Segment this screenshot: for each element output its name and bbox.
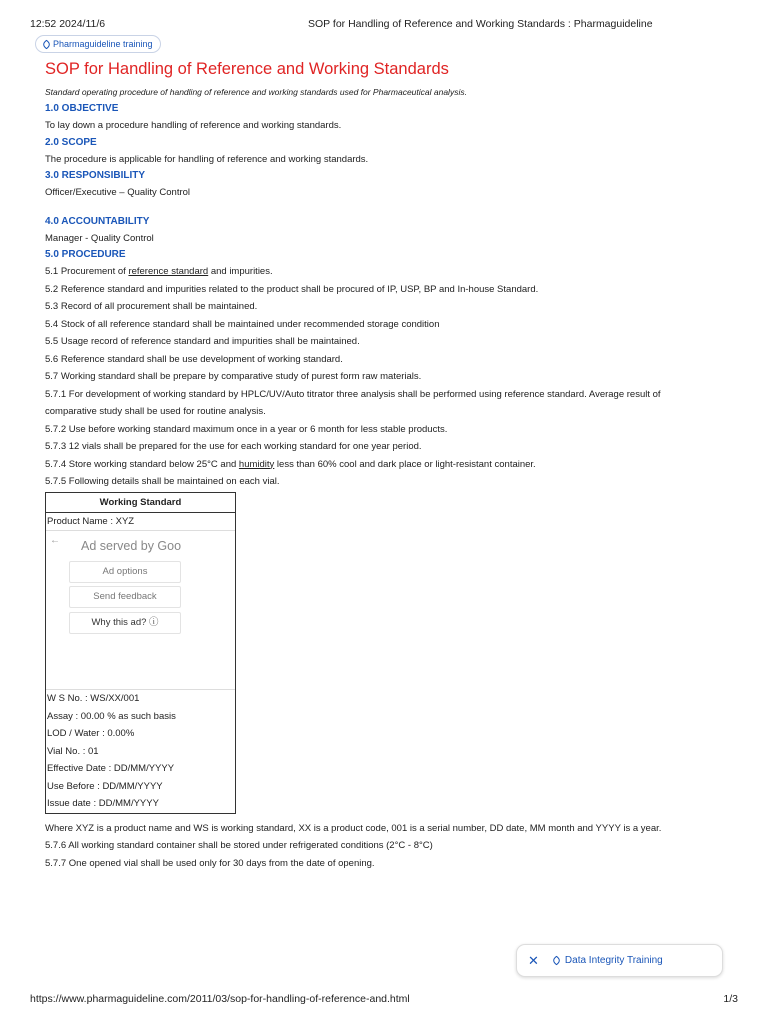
procedure-5-7-2: 5.7.2 Use before working standard maximum once in a year or 6 month for less stable products. [45,423,448,435]
responsibility-heading: 3.0 RESPONSIBILITY [45,170,146,181]
procedure-5-4: 5.4 Stock of all reference standard shall be maintained under recommended storage condition [45,318,440,330]
print-header [30,18,738,32]
table-row: Use Before : DD/MM/YYYY [47,780,163,792]
procedure-5-1-text: 5.1 Procurement of [45,266,129,277]
ad-served-by: Ad served by Goo [81,539,182,553]
reference-standard-link[interactable]: reference standard [128,266,209,277]
print-datetime: 12:52 2024/11/6 [30,18,106,30]
scope-text: The procedure is applicable for handling of reference and working standards. [45,153,369,165]
article-title: SOP for Handling of Reference and Working Standards [45,60,449,78]
why-this-ad-button[interactable]: Why this ad? ⓘ [69,612,181,634]
procedure-5-7-1b: comparative study shall be used for routine analysis. [45,406,266,417]
procedure-5-7-4-text: 5.7.4 Store working standard below 25°C and [45,458,239,470]
procedure-heading: 5.0 PROCEDURE [45,249,126,260]
table-row: W S No. : WS/XX/001 [47,693,140,704]
procedure-5-2: 5.2 Reference standard and impurities related to the product shall be procured of IP, USP, BP and In-house Standard. [45,283,539,295]
accountability-text: Manager - Quality Control [45,232,154,244]
print-footer [30,993,738,1005]
footer-url: https://www.pharmaguideline.com/2011/03/sop-for-handling-of-reference-and.html [30,993,410,1005]
ad-options-button[interactable]: Ad options [69,561,181,583]
table-row: Assay : 00.00 % as such basis [47,710,176,722]
table-row: Effective Date : DD/MM/YYYY [47,763,175,774]
tag-icon [42,39,52,49]
procedure-5-6: 5.6 Reference standard shall be use development of working standard. [45,353,343,365]
procedure-5-5: 5.5 Usage record of reference standard and impurities shall be maintained. [45,336,360,347]
floating-training-chip[interactable] [516,944,723,977]
close-icon[interactable]: ✕ [528,952,539,968]
send-feedback-button[interactable]: Send feedback [69,586,181,608]
procedure-5-7-4 [45,456,735,474]
table-explanation: Where XYZ is a product name and WS is working standard, XX is a product code, 001 is a serial number, DD date, MM month and YYYY is a year. [45,822,662,834]
objective-heading: 1.0 OBJECTIVE [45,103,119,114]
accountability-heading: 4.0 ACCOUNTABILITY [45,215,150,227]
procedure-5-7-7: 5.7.7 One opened vial shall be used only for 30 days from the date of opening. [45,857,375,869]
print-page-title: SOP for Handling of Reference and Working Standards : Pharmaguideline [308,18,653,30]
working-standard-header: Working Standard [46,493,235,513]
procedure-5-1-text-end: and impurities. [208,266,273,277]
procedure-5-3: 5.3 Record of all procurement shall be maintained. [45,301,258,312]
post-table-text [45,820,735,873]
procedure-5-7-6: 5.7.6 All working standard container shall be stored under refrigerated conditions (2°C - 8°C) [45,840,433,851]
page-number: 1/3 [723,993,738,1005]
category-tag-label: Pharmaguideline training [53,39,153,49]
floating-chip-label[interactable]: Data Integrity Training [564,955,663,966]
scope-heading: 2.0 SCOPE [45,136,97,148]
table-row: LOD / Water : 0.00% [47,728,135,739]
article-intro: Standard operating procedure of handling of reference and working standards used for Pharmaceutical analysis. [45,87,467,97]
article-content [45,58,735,872]
objective-text: To lay down a procedure handling of reference and working standards. [45,120,342,131]
procedure-5-7-4-text-end: less than 60% cool and dark place or light-resistant container. [274,458,536,470]
responsibility-text: Officer/Executive – Quality Control [45,187,191,198]
procedure-5-1 [45,263,735,281]
table-row: Issue date : DD/MM/YYYY [47,798,159,809]
procedure-5-7: 5.7 Working standard shall be prepare by comparative study of purest form raw materials. [45,371,422,382]
working-standard-table [45,492,236,814]
procedure-5-7-1a: 5.7.1 For development of working standard by HPLC/UV/Auto titrator three analysis shall be performed using reference standard. Average result of [45,388,661,400]
ad-area [46,530,235,690]
product-name-row: Product Name : XYZ [47,515,135,527]
table-row: Vial No. : 01 [47,745,99,757]
procedure-5-7-5: 5.7.5 Following details shall be maintained on each vial. [45,476,280,487]
back-arrow-icon[interactable]: ← [50,535,60,546]
tag-icon [551,956,561,966]
spacer [45,202,735,214]
procedure-5-7-3: 5.7.3 12 vials shall be prepared for the use for each working standard for one year period. [45,441,422,452]
category-tag[interactable] [35,35,161,53]
humidity-link[interactable]: humidity [238,458,275,470]
